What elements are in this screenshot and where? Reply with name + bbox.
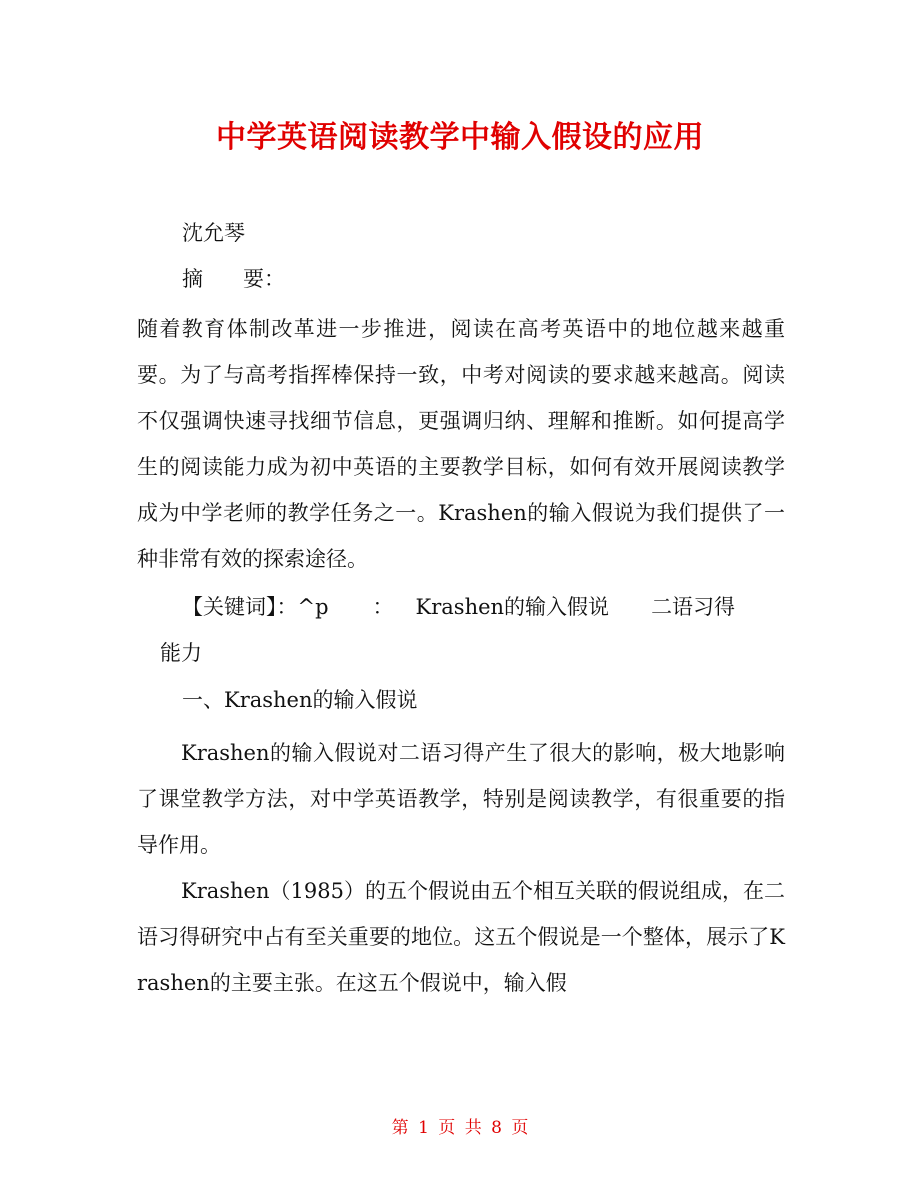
body-paragraph-1: Krashen的输入假说对二语习得产生了很大的影响，极大地影响了课堂教学方法，对中学英语教学，特别是阅读教学，有很重要的指导作用。 xyxy=(137,741,785,857)
page-number-footer: 第 1 页 共 8 页 xyxy=(391,1118,529,1138)
abstract-label xyxy=(182,264,285,294)
keyword-2: 二语习得 xyxy=(651,595,736,619)
keywords-colon: ： xyxy=(372,595,394,619)
author-name: 沈允琴 xyxy=(182,221,245,245)
abstract-label-part-2: 要： xyxy=(243,267,285,291)
abstract-body: 随着教育体制改革进一步推进，阅读在高考英语中的地位越来越重要。为了与高考指挥棒保持一致，中考对阅读的要求越来越高。阅读不仅强调快速寻找细节信息，更强调归纳、理解和推断。如何提高学生的阅读能力成为初中英语的主要教学目标，如何有效开展阅读教学成为中学老师的教学任务之一。Krashen的输入假说为我们提供了一种非常有效的探索途径。 xyxy=(137,317,785,571)
abstract-label-part-1: 摘 xyxy=(182,267,203,291)
body-paragraph-2: Krashen（1985）的五个假说由五个相互关联的假说组成，在二语习得研究中占有至关重要的地位。这五个假说是一个整体，展示了Krashen的主要主张。在这五个假说中，输入假 xyxy=(137,879,785,995)
keywords-line xyxy=(182,592,735,622)
section-heading: 一、Krashen的输入假说 xyxy=(182,688,418,712)
keyword-2-continuation: 能力 xyxy=(160,641,202,665)
keywords-label: 【关键词】：^p xyxy=(182,595,329,619)
document-title: 中学英语阅读教学中输入假设的应用 xyxy=(216,120,704,155)
keyword-1: Krashen的输入假说 xyxy=(415,595,610,619)
